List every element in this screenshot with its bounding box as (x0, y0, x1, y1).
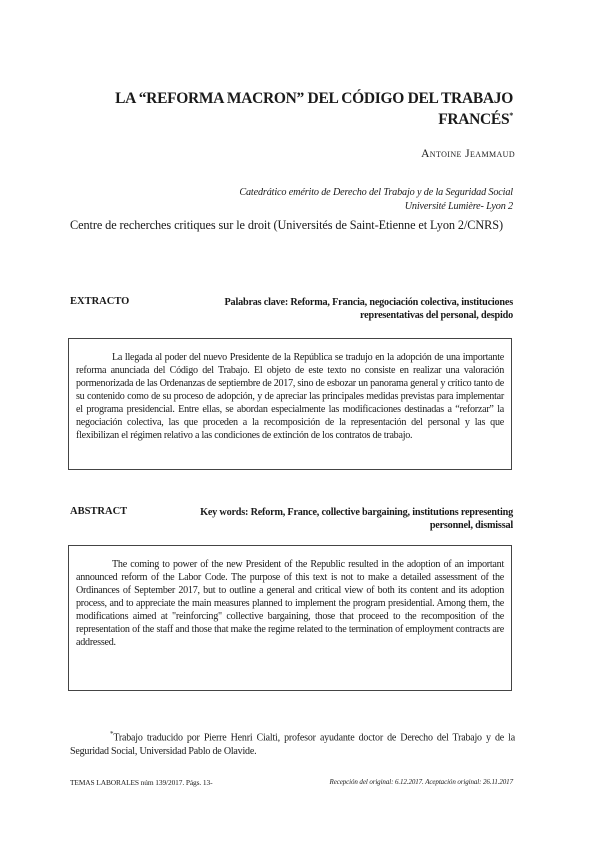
title-line-2-text: FRANCÉS (438, 111, 510, 128)
extracto-heading: EXTRACTO (70, 296, 130, 307)
abstract-keywords (193, 506, 513, 532)
affiliation-line-1: Catedrático emérito de Derecho del Trabajo y de la Seguridad Social (239, 187, 513, 198)
extracto-keywords-label: Palabras clave (224, 297, 285, 308)
article-title (73, 88, 513, 130)
footer-dates: Recepción del original: 6.12.2017. Aceptación original: 26.11.2017 (329, 778, 513, 786)
footnote (70, 727, 515, 759)
abstract-box (68, 545, 512, 691)
footer-journal: TEMAS LABORALES núm 139/2017. Págs. 13- (70, 778, 213, 787)
footnote-mark: * (110, 730, 114, 738)
author-name: Antoine Jeammaud (421, 148, 515, 160)
footnote-text: Trabajo traducido por Pierre Henri Cialti, profesor ayudante doctor de Derecho del Trabajo y de la Seguridad Social, Universidad Pablo de Olavide. (70, 732, 515, 758)
research-centre: Centre de recherches critiques sur le droit (Universités de Saint-Etienne et Lyon 2/CNRS) (70, 218, 503, 232)
title-footnote-mark: * (509, 110, 513, 120)
extracto-box (68, 338, 512, 470)
extracto-keywords (193, 296, 513, 322)
extracto-body: La llegada al poder del nuevo Presidente de la República se tradujo en la adopción de una importante reforma anunciada del Código del Trabajo. El objeto de este texto no consiste en realizar una valoración pormenorizada de las Ordenanzas de septiembre de 2017, sino de esbozar un panorama general y crítico tanto de su contenido como de su proceso de adopción, y de apreciar las principales medidas previstas para implementar el programa presidencial. Entre ellas, se abordan especialmente las modificaciones destinadas a “reforzar” la negociación colectiva, las que proceden a la recomposición de la representación del personal y las que flexibilizan el régimen relativo a las condiciones de extinción de los contratos de trabajo. (76, 352, 504, 441)
title-line-2 (73, 109, 513, 130)
abstract-keywords-label: Key words (200, 507, 246, 518)
affiliation (239, 186, 513, 214)
extracto-keywords-text: : Reforma, Francia, negociación colectiva, instituciones representativas del personal, despido (284, 297, 513, 321)
affiliation-line-2: Université Lumière- Lyon 2 (404, 201, 513, 212)
abstract-heading: ABSTRACT (70, 506, 128, 517)
abstract-keywords-text: : Reform, France, collective bargaining, institutions representing personnel, dismissal (245, 507, 513, 531)
title-line-1: LA “REFORMA MACRON” DEL CÓDIGO DEL TRABAJO (115, 90, 513, 107)
abstract-body: The coming to power of the new President of the Republic resulted in the adoption of an important announced reform of the Labor Code. The purpose of this text is not to make a detailed assessment of the Ordinances of September 2017, but to outline a general and critical view of both its content and its adoption process, and to appreciate the main measures planned to implement the program presidential. Among them, the modifications aimed at "reinforcing" collective bargaining, those that proceed to the recomposition of the representation of the staff and those that make the regime related to the termination of employment contracts are addressed. (76, 559, 504, 648)
